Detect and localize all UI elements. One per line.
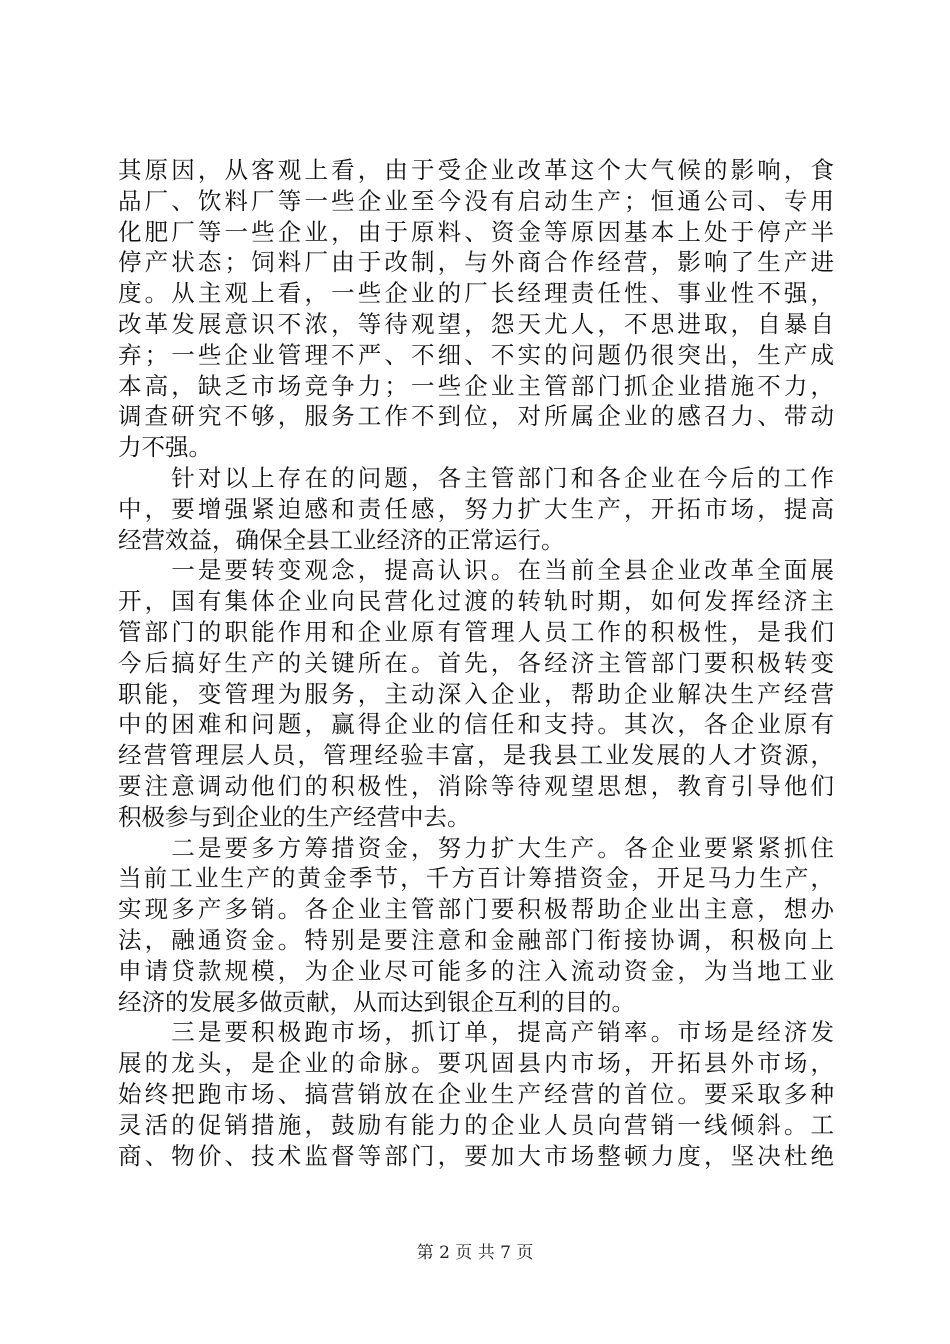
text-line: 积极参与到企业的生产经营中去。 — [118, 802, 471, 831]
text-line: 职能，变管理为服务，主动深入企业，帮助企业解决生产经营 — [118, 679, 834, 708]
text-line: 灵活的促销措施，鼓励有能力的企业人员向营销一线倾斜。工 — [118, 1110, 834, 1139]
text-line: 当前工业生产的黄金季节，千方百计筹措资金，开足马力生产， — [118, 864, 834, 893]
text-line: 要注意调动他们的积极性，消除等待观望思想，教育引导他们 — [118, 772, 834, 800]
text-line: 针对以上存在的问题，各主管部门和各企业在今后的工作 — [118, 464, 834, 492]
text-line: 今后搞好生产的关键所在。首先，各经济主管部门要积极转变 — [118, 648, 834, 677]
text-line: 改革发展意识不浓，等待观望，怨天尤人，不思进取，自暴自 — [118, 310, 834, 338]
text-line: 经济的发展多做贡献，从而达到银企互利的目的。 — [118, 987, 635, 1016]
text-line: 本高，缺乏市场竞争力；一些企业主管部门抓企业措施不力， — [118, 371, 834, 400]
text-line: 二是要多方筹措资金，努力扩大生产。各企业要紧紧抓住 — [118, 833, 834, 862]
text-line: 实现多产多销。各企业主管部门要积极帮助企业出主意，想办 — [118, 895, 834, 924]
text-line: 商、物价、技术监督等部门，要加大市场整顿力度，坚决杜绝 — [118, 1141, 834, 1170]
text-line: 申请贷款规模，为企业尽可能多的注入流动资金，为当地工业 — [118, 956, 834, 985]
text-line: 开，国有集体企业向民营化过渡的转轨时期，如何发挥经济主 — [118, 587, 834, 616]
text-line: 展的龙头，是企业的命脉。要巩固县内市场，开拓县外市场， — [118, 1049, 834, 1078]
text-line: 力不强。 — [118, 433, 212, 462]
text-line: 中的困难和问题，赢得企业的信任和支持。其次，各企业原有 — [118, 710, 834, 739]
text-line: 一是要转变观念，提高认识。在当前全县企业改革全面展 — [118, 556, 834, 585]
text-line: 中，要增强紧迫感和责任感，努力扩大生产，开拓市场，提高 — [118, 494, 834, 523]
text-line: 停产状态；饲料厂由于改制，与外商合作经营，影响了生产进 — [118, 248, 834, 277]
text-line: 化肥厂等一些企业，由于原料、资金等原因基本上处于停产半 — [118, 217, 834, 246]
text-line: 其原因，从客观上看，由于受企业改革这个大气候的影响，食 — [118, 156, 834, 184]
text-line: 经营管理层人员，管理经验丰富，是我县工业发展的人才资源， — [118, 741, 834, 770]
text-line: 弃；一些企业管理不严、不细、不实的问题仍很突出，生产成 — [118, 340, 834, 369]
text-line: 调查研究不够，服务工作不到位，对所属企业的感召力、带动 — [118, 402, 834, 431]
text-line: 经营效益，确保全县工业经济的正常运行。 — [118, 525, 565, 554]
text-line: 度。从主观上看，一些企业的厂长经理责任性、事业性不强， — [118, 279, 834, 308]
page-number-footer: 第 2 页 共 7 页 — [416, 1243, 534, 1263]
text-line: 法，融通资金。特别是要注意和金融部门衔接协调，积极向上 — [118, 926, 834, 954]
text-line: 管部门的职能作用和企业原有管理人员工作的积极性，是我们 — [118, 618, 834, 646]
text-line: 始终把跑市场、搞营销放在企业生产经营的首位。要采取多种 — [118, 1080, 834, 1108]
text-line: 品厂、饮料厂等一些企业至今没有启动生产；恒通公司、专用 — [118, 186, 834, 215]
text-line: 三是要积极跑市场，抓订单，提高产销率。市场是经济发 — [118, 1018, 834, 1047]
